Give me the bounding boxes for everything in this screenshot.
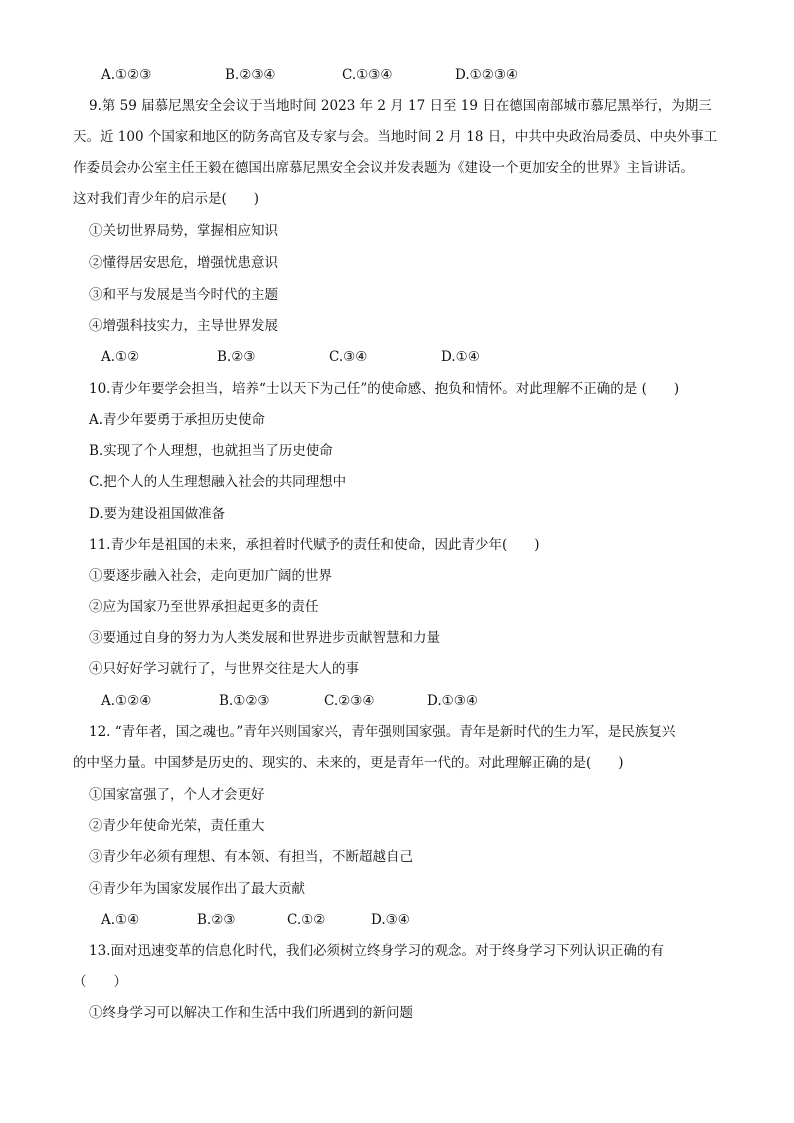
q9-stem-line-2: 天。近 100 个国家和地区的防务高官及专家与会。当地时间 2 月 18 日，中共中央政治局委员、中央外事工 — [73, 129, 718, 145]
q11-option-4: ④只好好学习就行了，与世界交往是大人的事 — [89, 661, 359, 677]
q9-stem-line-3: 作委员会办公室主任王毅在德国出席慕尼黑安全会议并发表题为《建设一个更加安全的世界》主旨讲话。 — [73, 160, 694, 176]
q9-choice-c: C.③④ — [329, 349, 368, 365]
q12-choice-b: B.②③ — [197, 912, 236, 928]
q9-choice-d: D.①④ — [441, 349, 480, 365]
q10-option-a: A.青少年要勇于承担历史使命 — [89, 412, 266, 428]
q9-option-4: ④增强科技实力，主导世界发展 — [89, 318, 278, 334]
q12-choice-c: C.①② — [287, 912, 326, 928]
q9-stem-line-4: 这对我们青少年的启示是( ) — [73, 191, 260, 207]
q8-choice-b: B.②③④ — [225, 67, 276, 83]
q8-choice-c: C.①③④ — [342, 67, 393, 83]
q11-choice-c: C.②③④ — [324, 693, 375, 709]
q12-option-4: ④青少年为国家发展作出了最大贡献 — [89, 881, 305, 897]
q10-option-c: C.把个人的人生理想融入社会的共同理想中 — [89, 474, 347, 490]
q9-choice-a: A.①② — [101, 349, 140, 365]
q8-choice-a: A.①②③ — [101, 67, 152, 83]
q12-option-3: ③青少年必须有理想、有本领、有担当，不断超越自己 — [89, 849, 413, 865]
q12-stem-line-2: 的中坚力量。中国梦是历史的、现实的、未来的，更是青年一代的。对此理解正确的是( ) — [73, 755, 624, 771]
q11-choice-d: D.①③④ — [427, 693, 478, 709]
q9-choice-b: B.②③ — [217, 349, 256, 365]
q12-choice-a: A.①④ — [101, 912, 140, 928]
q11-stem: 11.青少年是祖国的未来，承担着时代赋予的责任和使命，因此青少年( ) — [89, 537, 540, 553]
q9-option-2: ②懂得居安思危，增强忧患意识 — [89, 255, 278, 271]
q11-option-2: ②应为国家乃至世界承担起更多的责任 — [89, 599, 319, 615]
q11-option-3: ③要通过自身的努力为人类发展和世界进步贡献智慧和力量 — [89, 630, 440, 646]
q12-option-1: ①国家富强了，个人才会更好 — [89, 787, 265, 803]
q13-option-1: ①终身学习可以解决工作和生活中我们所遇到的新问题 — [89, 1005, 413, 1021]
q10-option-d: D.要为建设祖国做准备 — [89, 506, 226, 522]
q10-option-b: B.实现了个人理想，也就担当了历史使命 — [89, 443, 333, 459]
q12-option-2: ②青少年使命光荣，责任重大 — [89, 818, 265, 834]
q11-choice-b: B.①②③ — [219, 693, 270, 709]
q11-choice-a: A.①②④ — [101, 693, 152, 709]
q10-stem: 10.青少年要学会担当，培养“士以天下为己任”的使命感、抱负和情怀。对此理解不正确的是 ( ) — [89, 381, 680, 397]
q12-stem-line-1: 12. “青年者，国之魂也。”青年兴则国家兴，青年强则国家强。青年是新时代的生力军，是民族复兴 — [89, 724, 676, 740]
q9-option-1: ①关切世界局势，掌握相应知识 — [89, 223, 278, 239]
q9-stem-line-1: 9.第 59 届慕尼黑安全会议于当地时间 2023 年 2 月 17 日至 19 日在德国南部城市慕尼黑举行，为期三 — [89, 98, 712, 114]
q12-choice-d: D.③④ — [371, 912, 410, 928]
q8-choice-d: D.①②③④ — [455, 67, 519, 83]
q9-option-3: ③和平与发展是当今时代的主题 — [89, 287, 278, 303]
q13-stem-line-2: （ ） — [73, 974, 127, 990]
q13-stem-line-1: 13.面对迅速变革的信息化时代，我们必须树立终身学习的观念。对于终身学习下列认识正确的有 — [89, 943, 664, 959]
q11-option-1: ①要逐步融入社会，走向更加广阔的世界 — [89, 568, 332, 584]
